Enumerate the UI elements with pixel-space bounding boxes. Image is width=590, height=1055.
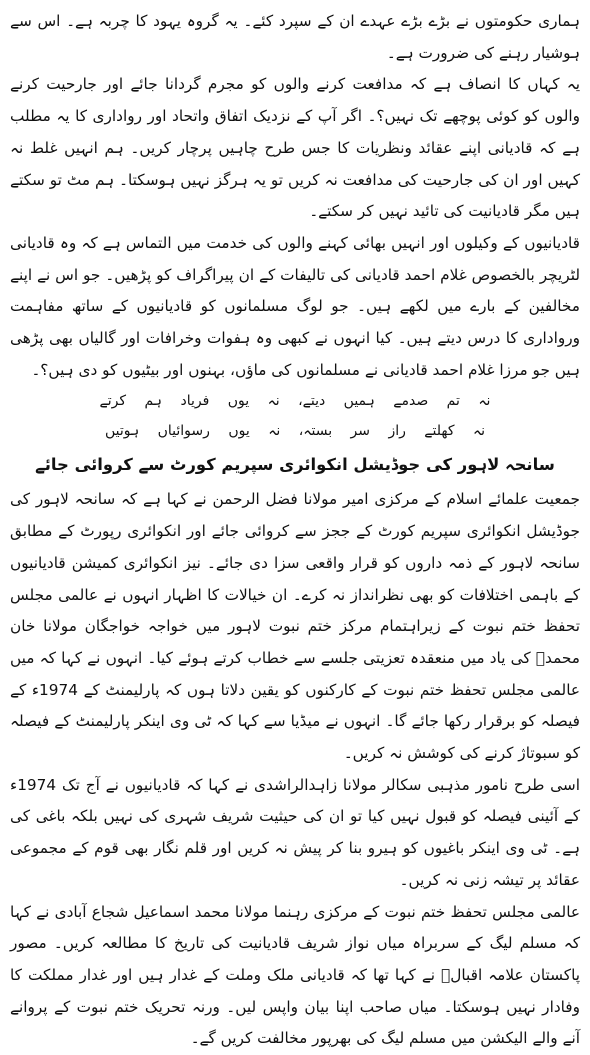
paragraph-3: قادیانیوں کے وکیلوں اور انہیں بھائی کہنے والوں کی خدمت میں التماس ہے کہ وہ قادیانی لٹریچر بالخصوص غلام احمد قادیانی کی تالیفات کے ان پیراگراف کو پڑھیں۔ جو اس نے اپنے مخالفین کے بارے میں لکھے ہیں۔ جو لوگ مسلمانوں کو قادیانیوں کے ساتھ مفاہمت ورواداری کا درس دیتے ہیں۔ کیا انہوں نے کبھی وہ ہفوات وخرافات اور گالیاں بھی پڑھی ہیں جو مرزا غلام احمد قادیانی نے مسلمانوں کی ماؤں، بہنوں اور بیٹیوں کو دی ہیں؟۔ <box>10 233 580 379</box>
paragraph-6: عالمی مجلس تحفظ ختم نبوت کے مرکزی رہنما مولانا محمد اسماعیل شجاع آبادی نے کہا کہ مسلم لیگ کے سربراہ میاں نواز شریف قادیانیت کی تاریخ کا مطالعہ کریں۔ مصور پاکستان علامہ اقبالؒ نے کہا تھا کہ قادیانی ملک وملت کے غدار ہیں اور غدار مملکت کا وفادار نہیں ہوسکتا۔ میاں صاحب اپنا بیان واپس لیں۔ ورنہ تحریک ختم نبوت کے پروانے آنے والے الیکشن میں مسلم لیگ کی بھرپور مخالفت کریں گے۔ <box>10 902 580 1048</box>
poem-line-1: نہ تم صدمے ہمیں دیتے، نہ یوں فریاد ہم کرتے <box>99 393 491 410</box>
paragraph-2: یہ کہاں کا انصاف ہے کہ مدافعت کرنے والوں کو مجرم گردانا جائے اور جارحیت کرنے والوں کو کوئی پوچھے تک نہیں؟۔ اگر آپ کے نزدیک اتفاق واتحاد اور رواداری کا یہ مطلب ہے کہ قادیانی اپنے عقائد ونظریات کا جس طرح چاہیں پرچار کریں۔ ہم انہیں غلط نہ کہیں اور ان کی جارحیت کی مدافعت نہ کریں تو یہ ہرگز نہیں ہوسکتا۔ ہم مٹ تو سکتے ہیں مگر قادیانیت کی تائید نہیں کر سکتے۔ <box>10 75 580 221</box>
paragraph-1: ہماری حکومتوں نے بڑے بڑے عہدے ان کے سپرد کئے۔ یہ گروہ یہود کا چربہ ہے۔ اس سے ہوشیار رہنے کی ضرورت ہے۔ <box>10 12 580 62</box>
poem-couplet <box>10 386 580 446</box>
paragraph-4: جمعیت علمائے اسلام کے مرکزی امیر مولانا فضل الرحمن نے کہا ہے کہ سانحہ لاہور کی جوڈیشل انکوائری سپریم کورٹ کے ججز سے کروائی جائے اور انکوائری رپورٹ کے مطابق سانحہ لاہور کے ذمہ داروں کو قرار واقعی سزا دی جائے۔ نیز انکوائری کمیشن قادیانیوں کے باہمی اختلافات کو بھی نظرانداز نہ کرے۔ ان خیالات کا اظہار انہوں نے عالمی مجلس تحفظ ختم نبوت کے زیراہتمام مرکز ختم نبوت لاہور میں خواجہ خواجگان مولانا خان محمدؒ کی یاد میں منعقدہ تعزیتی جلسے سے خطاب کرتے ہوئے کیا۔ انہوں نے کہا کہ میں عالمی مجلس تحفظ ختم نبوت کے کارکنوں کو یقین دلاتا ہوں کہ پارلیمنٹ کے 1974ء کے فیصلہ کو برقرار رکھا جائے گا۔ انہوں نے میڈیا سے کہا کہ ٹی وی اینکر پارلیمنٹ کے فیصلہ کو سبوتاژ کرنے کی کوشش نہ کریں۔ <box>10 490 580 763</box>
section-heading: سانحہ لاہور کی جوڈیشل انکوائری سپریم کورٹ سے کروائی جائے <box>35 455 555 475</box>
poem-line-2: نہ کھلتے راز سر بستہ، نہ یوں رسوائیاں ہوتیں <box>104 423 486 440</box>
paragraph-5: اسی طرح نامور مذہبی سکالر مولانا زاہدالراشدی نے کہا کہ قادیانیوں نے آج تک 1974ء کے آئینی فیصلہ کو قبول نہیں کیا تو ان کی حیثیت شریف شہری کی نہیں بلکہ باغی کی ہے۔ ٹی وی اینکر باغیوں کو ہیرو بنا کر پیش نہ کریں اور قلم نگار بھی قوم کے مجموعی عقائد پر تیشہ زنی نہ کریں۔ <box>10 775 580 889</box>
